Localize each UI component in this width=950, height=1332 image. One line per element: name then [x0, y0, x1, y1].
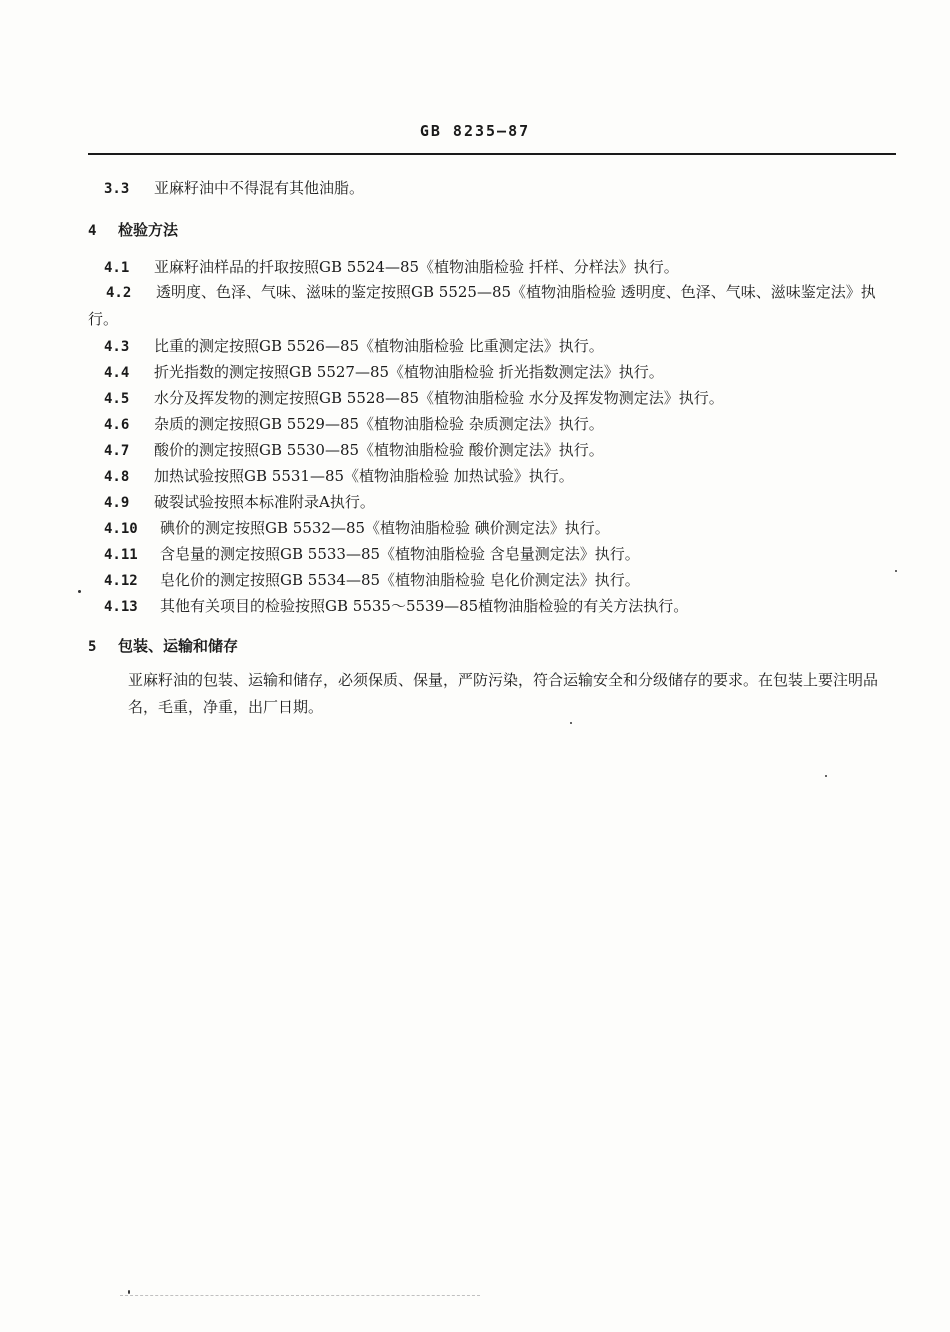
clause-text: 含皂量的测定按照GB 5533—85《植物油脂检验 含皂量测定法》执行。 [160, 545, 640, 563]
clause-text: 比重的测定按照GB 5526—85《植物油脂检验 比重测定法》执行。 [154, 337, 604, 355]
clause-text: 折光指数的测定按照GB 5527—85《植物油脂检验 折光指数测定法》执行。 [154, 363, 664, 381]
clause-number: 4.7 [104, 443, 130, 459]
clause-text: 其他有关项目的检验按照GB 5535～5539—85植物油脂检验的有关方法执行。 [160, 597, 689, 615]
clause-number: 4.12 [104, 573, 138, 589]
section-5-body: 亚麻籽油的包装、运输和储存，必须保质、保量，严防污染，符合运输安全和分级储存的要求。在包装上要注明品名，毛重，净重，出厂日期。 [128, 671, 879, 716]
section-heading-4 [88, 220, 178, 241]
clause-number: 3.3 [104, 181, 130, 197]
clause-number: 4.3 [104, 339, 130, 355]
clause-number: 4.11 [104, 547, 138, 563]
clause-number: 4.9 [104, 495, 130, 511]
clause-4-5 [104, 388, 724, 409]
clause-number: 4.13 [104, 599, 138, 615]
section-number: 4 [88, 223, 97, 239]
clause-text: 亚麻籽油中不得混有其他油脂。 [154, 179, 365, 197]
clause-number: 4.6 [104, 417, 130, 433]
clause-4-12 [104, 570, 640, 591]
clause-number: 4.8 [104, 469, 130, 485]
scan-artifact-line [120, 1295, 480, 1298]
clause-number: 4.10 [104, 521, 138, 537]
standard-code-header: GB 8235—87 [419, 122, 531, 140]
section-title: 包装、运输和储存 [118, 637, 239, 655]
section-title: 检验方法 [118, 221, 179, 239]
clause-4-7 [104, 440, 604, 461]
clause-text: 皂化价的测定按照GB 5534—85《植物油脂检验 皂化价测定法》执行。 [160, 571, 640, 589]
clause-text: 杂质的测定按照GB 5529—85《植物油脂检验 杂质测定法》执行。 [154, 415, 604, 433]
clause-number: 4.2 [106, 285, 132, 301]
clause-4-11 [104, 544, 640, 565]
scan-speck [895, 570, 897, 572]
clause-4-2 [88, 279, 898, 332]
clause-text: 酸价的测定按照GB 5530—85《植物油脂检验 酸价测定法》执行。 [154, 441, 604, 459]
clause-text: 透明度、色泽、气味、滋味的鉴定按照GB 5525—85《植物油脂检验 透明度、色泽、气味、滋味鉴定法》执行。 [88, 283, 876, 328]
clause-4-13 [104, 596, 688, 617]
clause-4-8 [104, 466, 574, 487]
scan-speck [128, 1290, 130, 1294]
clause-text: 碘价的测定按照GB 5532—85《植物油脂检验 碘价测定法》执行。 [160, 519, 610, 537]
clause-text: 破裂试验按照本标准附录A执行。 [154, 493, 375, 511]
scan-speck [825, 775, 827, 777]
clause-text: 亚麻籽油样品的扦取按照GB 5524—85《植物油脂检验 扦样、分样法》执行。 [154, 258, 679, 276]
clause-4-10 [104, 518, 610, 539]
clause-4-6 [104, 414, 604, 435]
section-heading-5 [88, 636, 238, 657]
clause-number: 4.1 [104, 260, 130, 276]
section-number: 5 [88, 639, 97, 655]
header-rule [88, 153, 896, 155]
clause-4-1 [104, 257, 679, 278]
clause-4-9 [104, 492, 375, 513]
clause-number: 4.5 [104, 391, 130, 407]
scan-speck [570, 722, 572, 724]
clause-number: 4.4 [104, 365, 130, 381]
clause-text: 加热试验按照GB 5531—85《植物油脂检验 加热试验》执行。 [154, 467, 574, 485]
clause-4-3 [104, 336, 604, 357]
scan-speck [78, 590, 81, 593]
clause-text: 水分及挥发物的测定按照GB 5528—85《植物油脂检验 水分及挥发物测定法》执行。 [154, 389, 724, 407]
clause-4-4 [104, 362, 664, 383]
clause-3-3 [104, 178, 364, 199]
